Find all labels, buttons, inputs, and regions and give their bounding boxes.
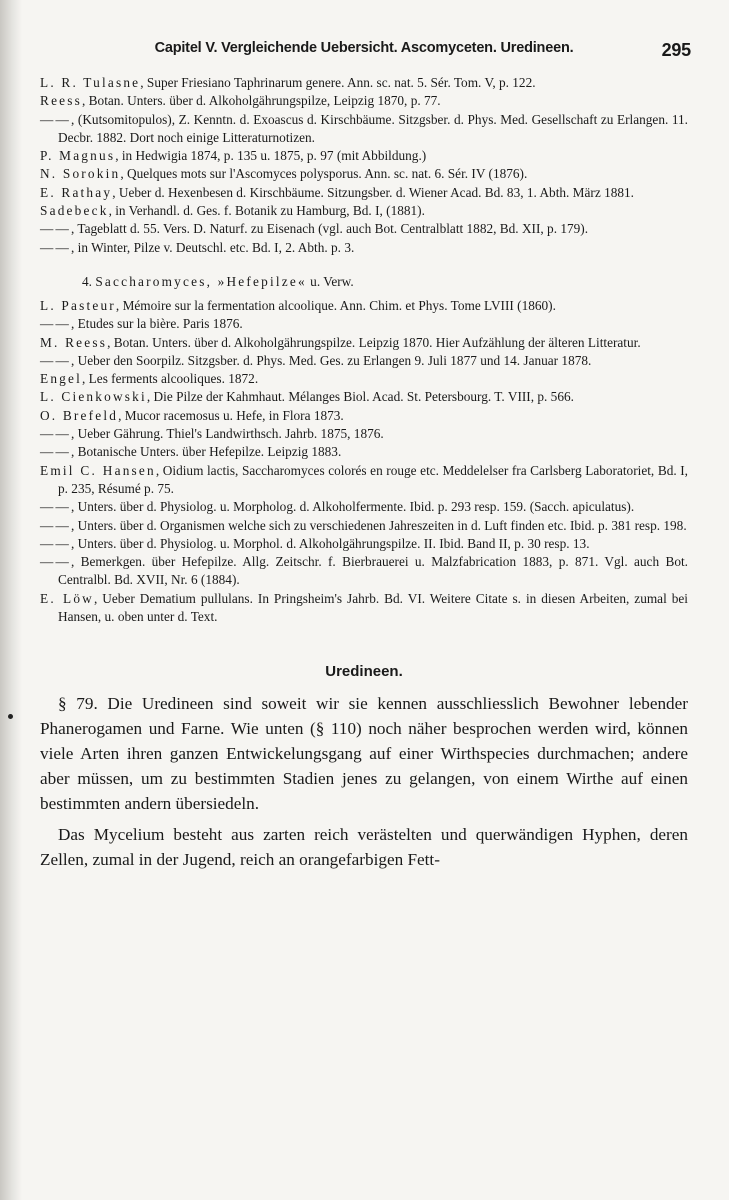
- reference-entry: [40, 315, 688, 333]
- reference-author: L. Cienkowski: [40, 389, 147, 405]
- running-header: [40, 36, 691, 66]
- reference-text: , in Verhandl. d. Ges. f. Botanik zu Hamburg, Bd. I, (1881).: [108, 203, 425, 219]
- subsection-heading: [82, 274, 688, 290]
- reference-author: ——: [40, 221, 71, 237]
- reference-author: ——: [40, 316, 71, 332]
- reference-entry: [40, 239, 688, 257]
- subsection-title: Saccharomyces, »Hefepilze«: [95, 273, 307, 289]
- reference-entry: [40, 407, 688, 425]
- margin-mark: [8, 714, 13, 719]
- reference-author: M. Reess: [40, 334, 108, 350]
- reference-author: ——: [40, 352, 71, 368]
- reference-text: , Unters. über d. Organismen welche sich zu verschiedenen Jahreszeiten in d. Luft finden etc. Ibid. p. 381 resp. 198.: [71, 517, 687, 533]
- reference-author: E. Löw: [40, 590, 94, 606]
- page: [40, 36, 691, 880]
- reference-list-exoascus: [40, 74, 688, 257]
- reference-text: , Die Pilze der Kahmhaut. Mélanges Biol. Acad. St. Petersbourg. T. VIII, p. 566.: [146, 389, 574, 405]
- reference-entry: [40, 92, 688, 110]
- running-title: Capitel V. Vergleichende Uebersicht. Ascomyceten. Uredineen.: [154, 40, 574, 56]
- reference-text: , Mémoire sur la fermentation alcoolique. Ann. Chim. et Phys. Tome LVIII (1860).: [115, 297, 556, 313]
- reference-text: , Botan. Unters. über d. Alkoholgährungspilze. Leipzig 1870. Hier Aufzählung der älteren Litteratur.: [107, 334, 641, 350]
- reference-entry: [40, 220, 688, 238]
- reference-author: ——: [40, 517, 71, 533]
- reference-text: , in Winter, Pilze v. Deutschl. etc. Bd. I, 2. Abth. p. 3.: [71, 239, 355, 255]
- reference-author: N. Sorokin: [40, 166, 121, 182]
- reference-entry: [40, 74, 688, 92]
- reference-text: , Ueber den Soorpilz. Sitzgsber. d. Phys. Med. Ges. zu Erlangen 9. Juli 1877 und 14. Januar 1878.: [71, 352, 592, 368]
- reference-author: ——: [40, 239, 71, 255]
- reference-entry: [40, 370, 688, 388]
- reference-author: ——: [40, 444, 71, 460]
- reference-author: Emil C. Hansen: [40, 462, 156, 478]
- reference-entry: [40, 517, 688, 535]
- reference-text: , Etudes sur la bière. Paris 1876.: [71, 316, 243, 332]
- reference-text: , Botan. Unters. über d. Alkoholgährungspilze, Leipzig 1870, p. 77.: [82, 93, 441, 109]
- reference-author: ——: [40, 426, 71, 442]
- reference-author: Sadebeck: [40, 203, 109, 219]
- reference-text: , Ueber Dematium pullulans. In Pringsheim's Jahrb. Bd. VI. Weitere Citate s. in diesen Arbeiten, zumal bei Hansen, u. oben unter d. Text.: [58, 590, 688, 625]
- reference-author: O. Brefeld: [40, 407, 119, 423]
- paragraph: § 79. Die Uredineen sind soweit wir sie kennen ausschliesslich Bewohner lebender Phanerogamen und Farne. Wie unten (§ 110) noch näher besprochen werden wird, können viele Arten ihren ganzen Entwickelungsgang auf einer Wirthspecies durchmachen; andere aber müssen, um zu bestimmten Stadien jenes zu gelangen, von einem Wirthe auf einen bestimmten andern übersiedeln.: [40, 694, 688, 813]
- reference-author: L. Pasteur: [40, 297, 116, 313]
- reference-entry: [40, 388, 688, 406]
- reference-text: , Les ferments alcooliques. 1872.: [82, 371, 259, 387]
- reference-text: , Unters. über d. Physiolog. u. Morphol. d. Alkoholgährungspilze. II. Ibid. Band II, p. 30 resp. 13.: [71, 535, 590, 551]
- page-number: 295: [661, 40, 691, 60]
- reference-text: , Ueber Gährung. Thiel's Landwirthsch. Jahrb. 1875, 1876.: [71, 426, 384, 442]
- reference-text: , Ueber d. Hexenbesen d. Kirschbäume. Sitzungsber. d. Wiener Acad. Bd. 83, 1. Abth. März 1881.: [112, 184, 634, 200]
- reference-entry: [40, 334, 688, 352]
- reference-author: E. Rathay: [40, 184, 113, 200]
- reference-text: , Mucor racemosus u. Hefe, in Flora 1873.: [118, 407, 344, 423]
- paragraph: Das Mycelium besteht aus zarten reich verästelten und querwändigen Hyphen, deren Zellen, zumal in der Jugend, reich an orangefarbigen Fett-: [40, 825, 688, 870]
- reference-text: , Botanische Unters. über Hefepilze. Leipzig 1883.: [71, 444, 342, 460]
- reference-entry: [40, 202, 688, 220]
- subsection-number: 4.: [82, 273, 92, 289]
- reference-text: , Unters. über d. Physiolog. u. Morpholog. d. Alkoholfermente. Ibid. p. 293 resp. 159. (Sacch. apiculatus).: [71, 499, 635, 515]
- subsection-suffix: u. Verw.: [306, 273, 354, 289]
- reference-entry: [40, 297, 688, 315]
- reference-entry: [40, 165, 688, 183]
- reference-entry: [40, 184, 688, 202]
- reference-author: Engel: [40, 371, 83, 387]
- reference-text: , Tageblatt d. 55. Vers. D. Naturf. zu Eisenach (vgl. auch Bot. Centralblatt 1882, Bd. XII, p. 179).: [71, 221, 589, 237]
- reference-entry: [40, 111, 688, 148]
- reference-author: ——: [40, 535, 71, 551]
- reference-entry: [40, 352, 688, 370]
- reference-author: L. R. Tulasne: [40, 75, 141, 90]
- reference-entry: [40, 147, 688, 165]
- reference-author: ——: [40, 499, 71, 515]
- section-heading: Uredineen.: [325, 663, 403, 681]
- reference-author: ——: [40, 111, 71, 127]
- reference-text: , Quelques mots sur l'Ascomyces polysporus. Ann. sc. nat. 6. Sér. IV (1876).: [120, 166, 528, 182]
- reference-entry: [40, 443, 688, 461]
- reference-entry: [40, 425, 688, 443]
- reference-text: , in Hedwigia 1874, p. 135 u. 1875, p. 97 (mit Abbildung.): [115, 148, 427, 164]
- body-text: [40, 692, 688, 873]
- reference-list-saccharomyces: [40, 297, 688, 626]
- reference-text: , Oidium lactis, Saccharomyces colorés en rouge etc. Meddelelser fra Carlsberg Laboratoriet, Bd. I, p. 235, Résumé p. 75.: [58, 462, 688, 496]
- reference-author: P. Magnus: [40, 148, 116, 164]
- reference-text: , Super Friesiano Taphrinarum genere. Ann. sc. nat. 5. Sér. Tom. V, p. 122.: [140, 75, 536, 90]
- reference-text: , Bemerkgen. über Hefepilze. Allg. Zeitschr. f. Bierbrauerei u. Malzfabrication 1883, p. 871. Vgl. auch Bot. Centralbl. Bd. XVII, Nr. 6 (1884).: [58, 554, 688, 588]
- reference-entry: [40, 553, 688, 590]
- reference-entry: [40, 535, 688, 553]
- reference-text: , (Kutsomitopulos), Z. Kenntn. d. Exoascus d. Kirschbäume. Sitzgsber. d. Phys. Med. Gesellschaft zu Erlangen. 11. Decbr. 1882. Dort noch einige Litteraturnotizen.: [58, 111, 688, 145]
- reference-entry: [40, 462, 688, 499]
- reference-author: ——: [40, 554, 71, 570]
- book-spine-shadow: [0, 0, 22, 1200]
- reference-author: Reess: [40, 93, 83, 109]
- reference-entry: [40, 498, 688, 516]
- reference-entry: [40, 590, 688, 627]
